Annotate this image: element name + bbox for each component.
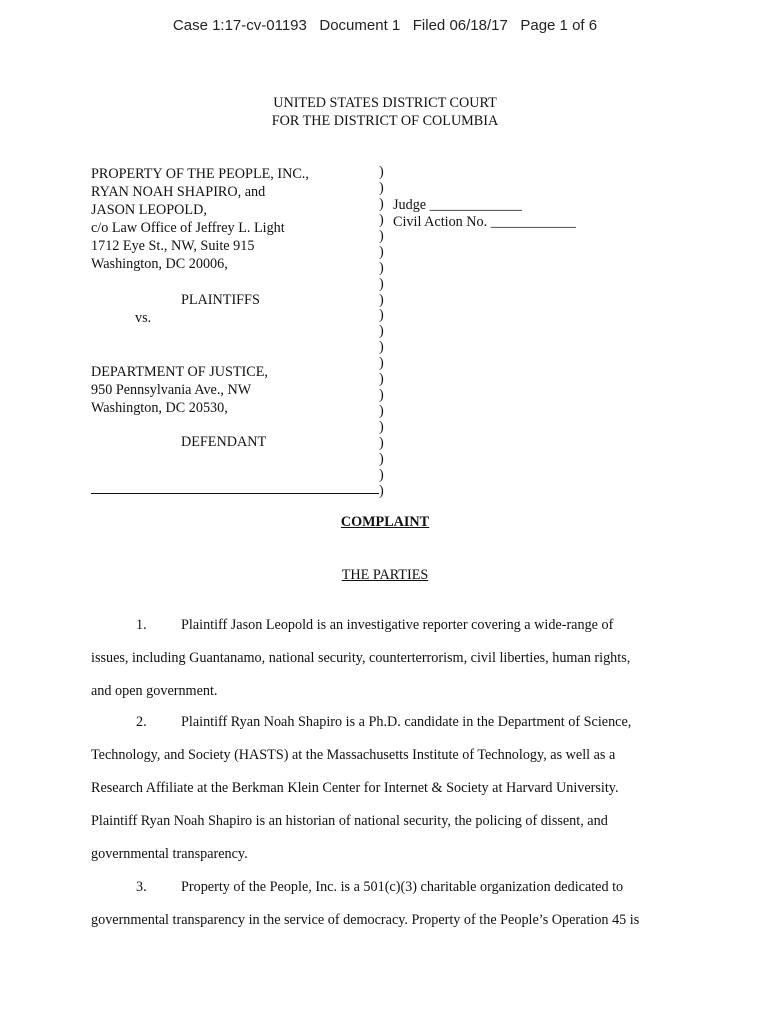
caption-paren: ) (379, 275, 384, 292)
court-heading (0, 94, 770, 130)
paragraph-line: Property of the People, Inc. is a 501(c)(3) charitable organization dedicated to (181, 879, 624, 895)
caption-paren: ) (379, 259, 384, 276)
plaintiff-line: 1712 Eye St., NW, Suite 915 (91, 238, 255, 254)
paragraph-line: governmental transparency in the service of democracy. Property of the People’s Operation 45 is (91, 912, 640, 928)
caption-paren: ) (379, 450, 384, 467)
caption-paren: ) (379, 179, 384, 196)
civil-action-field: Civil Action No. ____________ (393, 213, 576, 230)
paragraph-line: and open government. (91, 683, 218, 699)
defendant-label: DEFENDANT (181, 434, 267, 450)
paragraph-line: governmental transparency. (91, 846, 248, 862)
page-indicator: Page 1 of 6 (520, 17, 598, 34)
versus-label: vs. (135, 310, 152, 326)
caption-parties (91, 165, 381, 451)
caption-paren: ) (379, 466, 384, 483)
caption-paren: ) (379, 419, 384, 435)
paragraph-number: 1. (136, 617, 147, 633)
caption-paren: ) (379, 323, 384, 340)
caption-paren: ) (379, 243, 384, 260)
caption-paren: ) (379, 371, 384, 388)
caption-paren: ) (379, 211, 384, 228)
caption-paren: ) (379, 339, 384, 356)
paragraph-line: Research Affiliate at the Berkman Klein Center for Internet & Society at Harvard University. (91, 780, 619, 796)
paragraph-line: Plaintiff Ryan Noah Shapiro is a Ph.D. candidate in the Department of Science, (181, 714, 632, 730)
plaintiff-line: JASON LEOPOLD, (91, 202, 207, 218)
caption-paren: ) (379, 434, 384, 451)
complaint-title: COMPLAINT (340, 514, 430, 530)
plaintiff-line: c/o Law Office of Jeffrey L. Light (91, 220, 285, 236)
caption-parentheses (379, 165, 384, 500)
defendant-line: 950 Pennsylvania Ave., NW (91, 382, 252, 398)
defendant-line: Washington, DC 20530, (91, 400, 228, 416)
plaintiff-line: PROPERTY OF THE PEOPLE, INC., (91, 166, 309, 182)
plaintiffs-label: PLAINTIFFS (181, 292, 260, 308)
caption-paren: ) (379, 355, 384, 372)
court-name: UNITED STATES DISTRICT COURT (273, 95, 497, 111)
caption-paren: ) (379, 227, 384, 244)
judge-field: Judge _____________ (393, 197, 522, 213)
plaintiff-line: RYAN NOAH SHAPIRO, and (91, 184, 266, 200)
plaintiff-line: Washington, DC 20006, (91, 256, 228, 272)
caption-paren: ) (379, 307, 384, 324)
filed-date: Filed 06/18/17 (412, 17, 508, 34)
caption-divider (91, 493, 379, 494)
caption-paren: ) (379, 403, 384, 420)
section-title: THE PARTIES (341, 567, 429, 583)
defendant-line: DEPARTMENT OF JUSTICE, (91, 364, 268, 380)
paragraph-line: issues, including Guantanamo, national security, counterterrorism, civil liberties, human rights, (91, 650, 631, 666)
paragraph-line: Plaintiff Jason Leopold is an investigative reporter covering a wide-range of (181, 617, 614, 633)
caption-paren: ) (379, 195, 384, 212)
case-number: Case 1:17-cv-01193 (172, 17, 307, 34)
caption-paren: ) (379, 291, 384, 308)
paragraph-line: Technology, and Society (HASTS) at the Massachusetts Institute of Technology, as well as a (91, 747, 616, 763)
paragraph-number: 3. (136, 879, 147, 895)
caption-paren: ) (379, 482, 384, 499)
paragraph-line: Plaintiff Ryan Noah Shapiro is an historian of national security, the policing of dissent, and (91, 813, 608, 829)
caption-paren: ) (379, 164, 384, 180)
court-district: FOR THE DISTRICT OF COLUMBIA (271, 113, 499, 129)
filing-header (0, 17, 770, 34)
paragraph-number: 2. (136, 714, 147, 730)
document-number: Document 1 (319, 17, 401, 34)
caption-paren: ) (379, 387, 384, 404)
case-assignment (393, 197, 576, 230)
